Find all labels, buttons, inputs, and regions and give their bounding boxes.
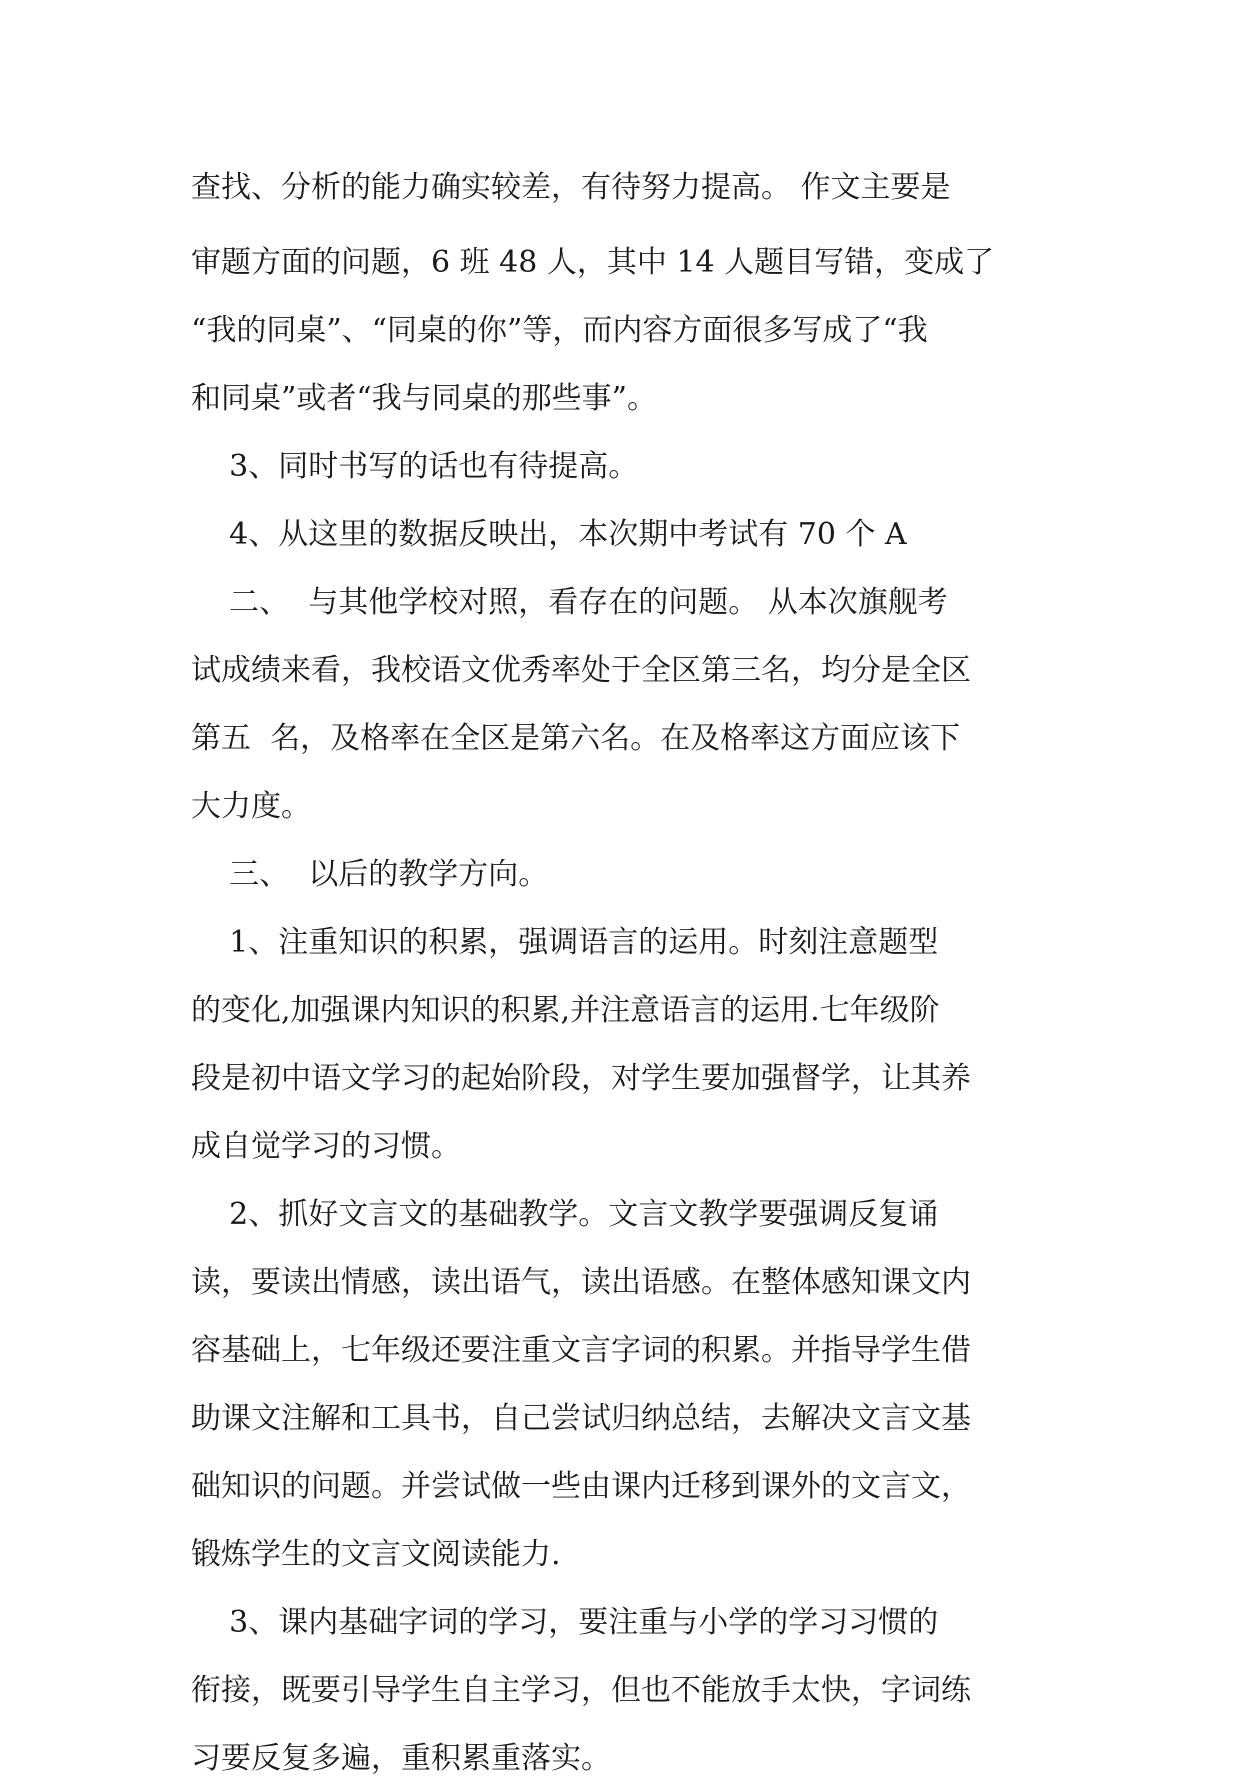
text-line: 第五 名，及格率在全区是第六名。在及格率这方面应该下	[191, 721, 961, 756]
text-line: 容基础上，七年级还要注重文言字词的积累。并指导学生借	[191, 1333, 971, 1368]
text-line: “我的同桌”、“同桌的你”等，而内容方面很多写成了“我	[191, 313, 928, 348]
text-line: 成自觉学习的习惯。	[191, 1129, 461, 1164]
text-line: 大力度。	[191, 789, 311, 824]
text-line: 和同桌”或者“我与同桌的那些事”。	[191, 381, 658, 416]
text-line: 习要反复多遍，重积累重落实。	[191, 1741, 611, 1776]
text-line: 3、同时书写的话也有待提高。	[191, 449, 639, 484]
text-line: 查找、分析的能力确实较差，有待努力提高。 作文主要是	[191, 170, 951, 205]
text-line: 3、课内基础字词的学习，要注重与小学的学习习惯的	[191, 1605, 939, 1640]
text-line: 三、 以后的教学方向。	[191, 857, 549, 892]
text-line: 二、 与其他学校对照，看存在的问题。 从本次旗舰考	[191, 585, 948, 620]
text-line: 的变化,加强课内知识的积累,并注意语言的运用.七年级阶	[191, 993, 940, 1028]
text-line: 段是初中语文学习的起始阶段，对学生要加强督学，让其养	[191, 1061, 971, 1096]
text-line: 衔接，既要引导学生自主学习，但也不能放手太快，字词练	[191, 1673, 971, 1708]
text-line: 助课文注解和工具书，自己尝试归纳总结，去解决文言文基	[191, 1401, 971, 1436]
text-line: 4、从这里的数据反映出，本次期中考试有 70 个 A	[191, 517, 907, 552]
text-line: 1、注重知识的积累，强调语言的运用。时刻注意题型	[191, 925, 939, 960]
text-line: 础知识的问题。并尝试做一些由课内迁移到课外的文言文，	[191, 1469, 971, 1504]
document-body	[191, 158, 1051, 1790]
text-line: 锻炼学生的文言文阅读能力.	[191, 1537, 561, 1572]
text-line: 2、抓好文言文的基础教学。文言文教学要强调反复诵	[191, 1197, 939, 1232]
text-line: 试成绩来看，我校语文优秀率处于全区第三名，均分是全区	[191, 653, 971, 688]
text-line: 审题方面的问题，6 班 48 人，其中 14 人题目写错，变成了	[191, 245, 995, 280]
text-line: 读，要读出情感，读出语气，读出语感。在整体感知课文内	[191, 1265, 971, 1300]
